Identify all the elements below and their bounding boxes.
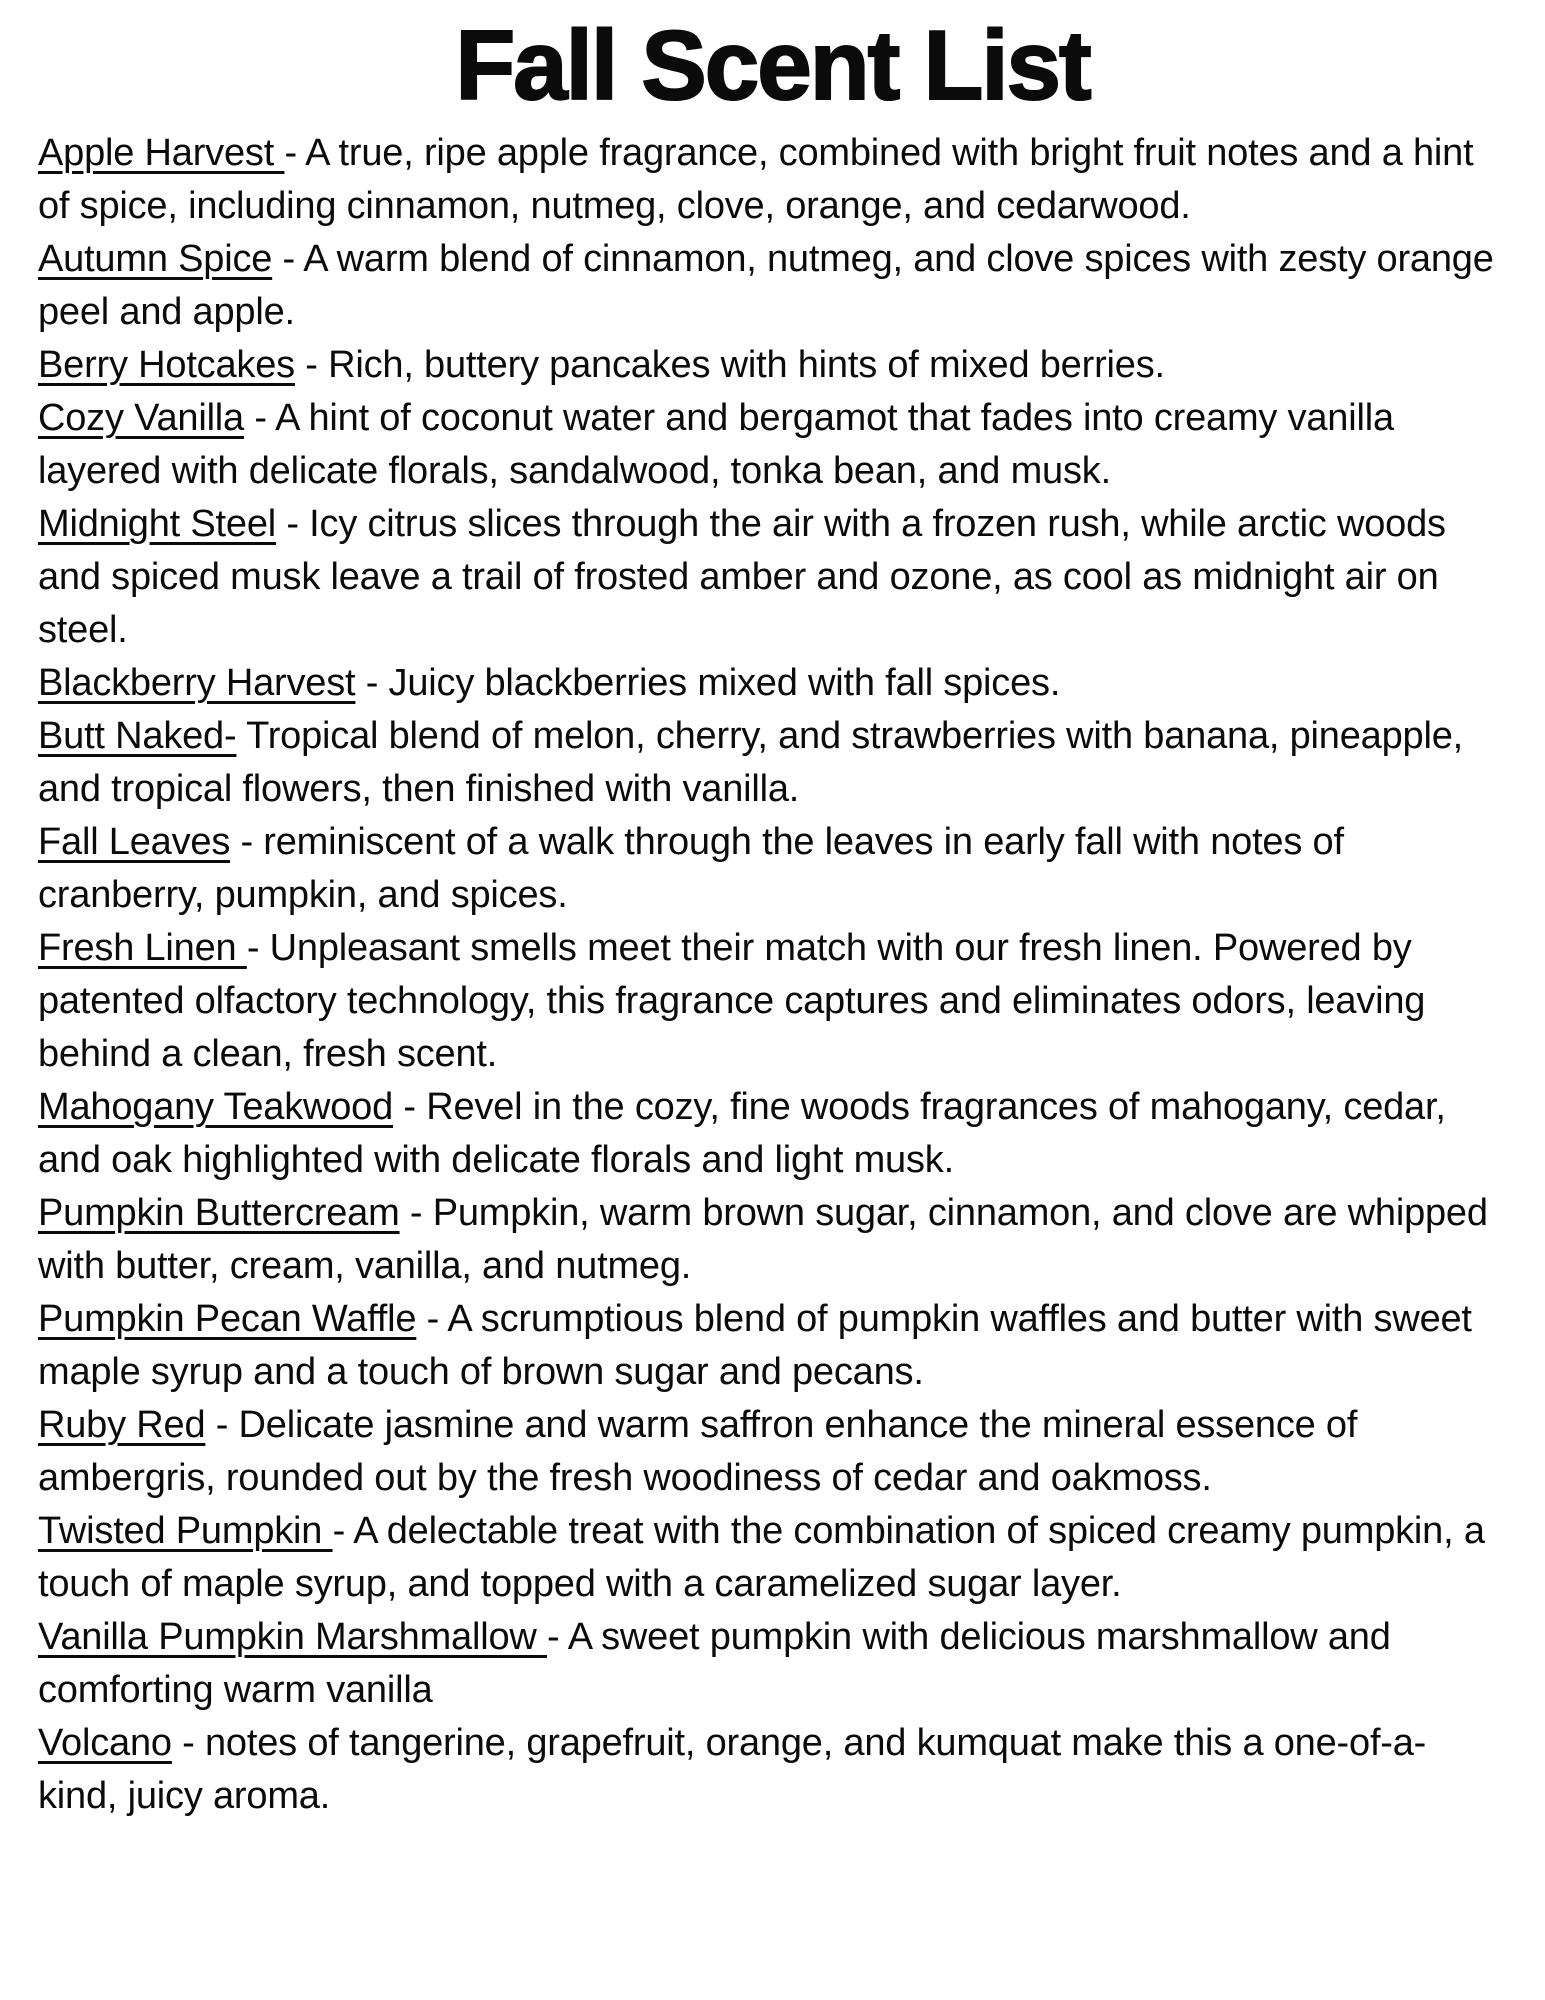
scent-entry bbox=[38, 498, 1503, 657]
scent-name: Apple Harvest bbox=[38, 131, 285, 174]
scent-description: - A scrumptious blend of pumpkin waffles and butter with sweet maple syrup and a touch of brown sugar and pecans. bbox=[38, 1297, 1472, 1393]
scent-name: Autumn Spice bbox=[38, 237, 273, 280]
scent-list bbox=[38, 127, 1503, 1823]
scent-name: Volcano bbox=[38, 1721, 172, 1764]
scent-name: Fresh Linen bbox=[38, 926, 247, 969]
scent-entry bbox=[38, 1187, 1503, 1293]
scent-entry bbox=[38, 1611, 1503, 1717]
scent-entry bbox=[38, 710, 1503, 816]
scent-description: - notes of tangerine, grapefruit, orange, and kumquat make this a one-of-a-kind, juicy aroma. bbox=[38, 1721, 1427, 1817]
scent-name: Butt Naked- bbox=[38, 714, 237, 757]
scent-description: - Revel in the cozy, fine woods fragrances of mahogany, cedar, and oak highlighted with delicate florals and light musk. bbox=[38, 1085, 1446, 1181]
scent-name: Pumpkin Buttercream bbox=[38, 1191, 400, 1234]
scent-name: Midnight Steel bbox=[38, 502, 277, 545]
scent-description: - Icy citrus slices through the air with a frozen rush, while arctic woods and spiced musk leave a trail of frosted amber and ozone, as cool as midnight air on steel. bbox=[38, 502, 1446, 651]
scent-entry bbox=[38, 657, 1503, 710]
scent-entry bbox=[38, 1717, 1503, 1823]
scent-description: - A warm blend of cinnamon, nutmeg, and clove spices with zesty orange peel and apple. bbox=[38, 237, 1494, 333]
scent-name: Berry Hotcakes bbox=[38, 343, 295, 386]
scent-name: Twisted Pumpkin bbox=[38, 1509, 333, 1552]
scent-description: - Rich, buttery pancakes with hints of mixed berries. bbox=[294, 343, 1165, 386]
scent-description: - A hint of coconut water and bergamot that fades into creamy vanilla layered with delicate florals, sandalwood, tonka bean, and musk. bbox=[38, 396, 1394, 492]
scent-name: Ruby Red bbox=[38, 1403, 206, 1446]
scent-entry bbox=[38, 127, 1503, 233]
scent-entry bbox=[38, 922, 1503, 1081]
scent-name: Cozy Vanilla bbox=[38, 396, 244, 439]
scent-description: - Juicy blackberries mixed with fall spices. bbox=[355, 661, 1061, 704]
scent-entry bbox=[38, 1399, 1503, 1505]
scent-name: Pumpkin Pecan Waffle bbox=[38, 1297, 417, 1340]
scent-entry bbox=[38, 339, 1503, 392]
scent-description: - Delicate jasmine and warm saffron enhance the mineral essence of ambergris, rounded out by the fresh woodiness of cedar and oakmoss. bbox=[38, 1403, 1358, 1499]
scent-name: Vanilla Pumpkin Marshmallow bbox=[38, 1615, 547, 1658]
scent-name: Mahogany Teakwood bbox=[38, 1085, 394, 1128]
scent-description: - reminiscent of a walk through the leaves in early fall with notes of cranberry, pumpkin, and spices. bbox=[38, 820, 1344, 916]
scent-description: - A sweet pumpkin with delicious marshmallow and comforting warm vanilla bbox=[38, 1615, 1391, 1711]
scent-name: Blackberry Harvest bbox=[38, 661, 356, 704]
scent-entry bbox=[38, 1505, 1503, 1611]
scent-entry bbox=[38, 1081, 1503, 1187]
page-title: Fall Scent List bbox=[455, 10, 1090, 120]
scent-entry bbox=[38, 1293, 1503, 1399]
scent-description: Tropical blend of melon, cherry, and strawberries with banana, pineapple, and tropical flowers, then finished with vanilla. bbox=[38, 714, 1463, 810]
scent-description: - Unpleasant smells meet their match with our fresh linen. Powered by patented olfactory technology, this fragrance captures and eliminates odors, leaving behind a clean, fresh scent. bbox=[38, 926, 1426, 1075]
scent-entry bbox=[38, 816, 1503, 922]
scent-entry bbox=[38, 392, 1503, 498]
scent-description: - A delectable treat with the combination of spiced creamy pumpkin, a touch of maple syrup, and topped with a caramelized sugar layer. bbox=[38, 1509, 1485, 1605]
scent-description: - A true, ripe apple fragrance, combined with bright fruit notes and a hint of spice, including cinnamon, nutmeg, clove, orange, and cedarwood. bbox=[38, 131, 1474, 227]
scent-description: - Pumpkin, warm brown sugar, cinnamon, and clove are whipped with butter, cream, vanilla, and nutmeg. bbox=[38, 1191, 1488, 1287]
scent-name: Fall Leaves bbox=[38, 820, 231, 863]
scent-entry bbox=[38, 233, 1503, 339]
